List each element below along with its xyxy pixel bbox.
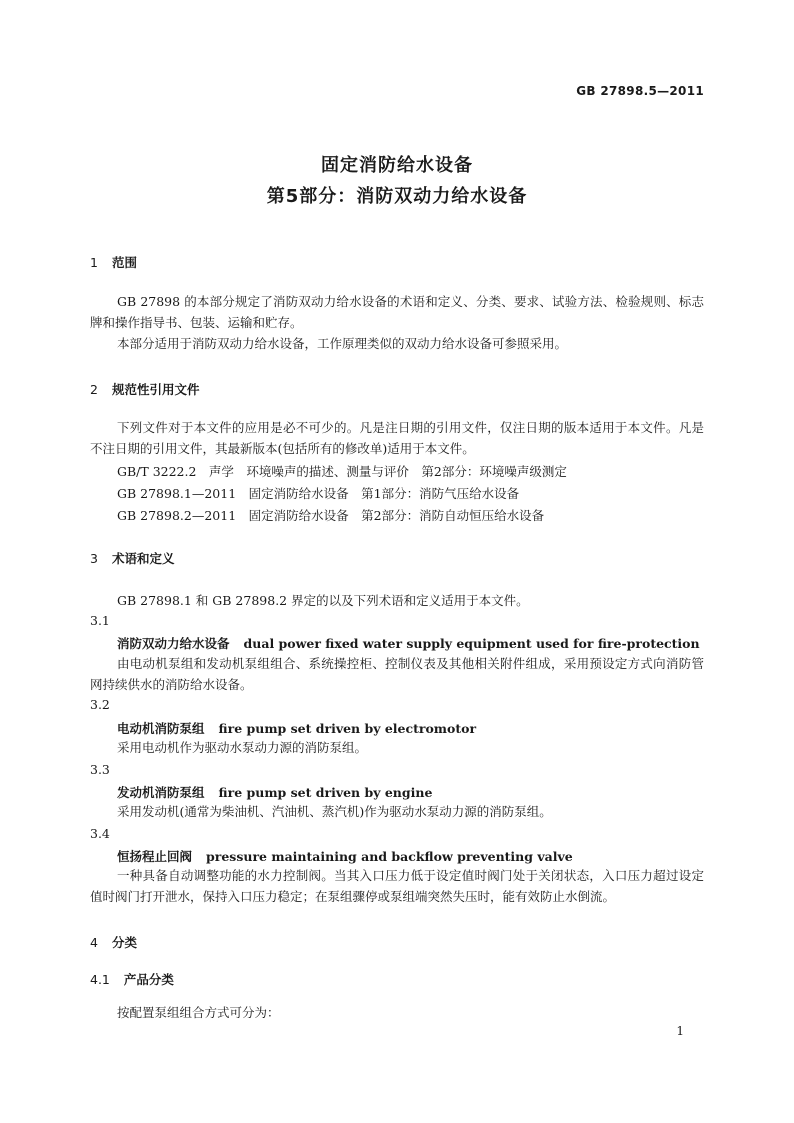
section-title: 分类 xyxy=(111,935,137,950)
term-en: fire pump set driven by electromotor xyxy=(218,721,477,736)
doc-title-line2: 第5部分：消防双动力给水设备 xyxy=(266,186,528,207)
term-definition: 采用发动机(通常为柴油机、汽油机、蒸汽机)作为驱动水泵动力源的消防泵组。 xyxy=(117,804,552,819)
term-zh: 消防双动力给水设备 xyxy=(117,636,230,651)
term-definition: 一种具备自动调整功能的水力控制阀。当其入口压力低于设定值时阀门处于关闭状态，入口压力超过设定值时阀门打开泄水，保持入口压力稳定；在泵组骤停或泵组端突然失压时，能有效防止水倒流。 xyxy=(90,868,704,904)
paragraph: GB 27898 的本部分规定了消防双动力给水设备的术语和定义、分类、要求、试验方法、检验规则、标志牌和操作指导书、包装、运输和贮存。 xyxy=(90,294,704,330)
section-heading-3 xyxy=(90,549,174,567)
term-title xyxy=(117,847,573,865)
term-en: dual power fixed water supply equipment used for fire-protection xyxy=(243,636,700,651)
paragraph: 下列文件对于本文件的应用是必不可少的。凡是注日期的引用文件，仅注日期的版本适用于本文件。凡是不注日期的引用文件，其最新版本(包括所有的修改单)适用于本文件。 xyxy=(90,420,704,456)
reference-item: GB/T 3222.2 声学 环境噪声的描述、测量与评价 第2部分：环境噪声级测定 xyxy=(117,464,567,479)
reference-item: GB 27898.2—2011 固定消防给水设备 第2部分：消防自动恒压给水设备 xyxy=(117,508,545,523)
paragraph: 按配置泵组组合方式可分为： xyxy=(117,1005,280,1020)
doc-title-line1: 固定消防给水设备 xyxy=(321,155,473,176)
subsection-number: 4.1 xyxy=(90,972,110,987)
section-title: 范围 xyxy=(111,255,137,270)
paragraph: 本部分适用于消防双动力给水设备，工作原理类似的双动力给水设备可参照采用。 xyxy=(117,336,568,351)
section-number: 3 xyxy=(90,551,98,566)
term-zh: 恒扬程止回阀 xyxy=(117,849,193,864)
section-number: 2 xyxy=(90,382,98,397)
term-title xyxy=(117,634,700,652)
section-heading-4 xyxy=(90,933,137,951)
term-zh: 电动机消防泵组 xyxy=(117,721,205,736)
section-number: 4 xyxy=(90,935,98,950)
section-number: 1 xyxy=(90,255,98,270)
standard-code: GB 27898.5—2011 xyxy=(576,84,704,98)
reference-item: GB 27898.1—2011 固定消防给水设备 第1部分：消防气压给水设备 xyxy=(117,486,520,501)
term-title xyxy=(117,719,476,737)
term-en: pressure maintaining and backflow preventing valve xyxy=(206,849,573,864)
section-heading-1 xyxy=(90,253,137,271)
term-title xyxy=(117,783,432,801)
paragraph: GB 27898.1 和 GB 27898.2 界定的以及下列术语和定义适用于本文件。 xyxy=(117,593,529,608)
term-number: 3.2 xyxy=(90,697,110,712)
term-number: 3.3 xyxy=(90,762,110,777)
section-title: 术语和定义 xyxy=(111,551,175,566)
term-definition: 采用电动机作为驱动水泵动力源的消防泵组。 xyxy=(117,740,368,755)
term-definition: 由电动机泵组和发动机泵组组合、系统操控柜、控制仪表及其他相关附件组成，采用预设定方式向消防管网持续供水的消防给水设备。 xyxy=(90,656,704,692)
term-zh: 发动机消防泵组 xyxy=(117,785,205,800)
section-heading-2 xyxy=(90,380,199,398)
subsection-title: 产品分类 xyxy=(123,972,174,987)
section-title: 规范性引用文件 xyxy=(111,382,200,397)
page-number: 1 xyxy=(676,1024,684,1038)
term-en: fire pump set driven by engine xyxy=(218,785,433,800)
term-number: 3.1 xyxy=(90,613,110,628)
term-number: 3.4 xyxy=(90,826,110,841)
subsection-heading-4-1 xyxy=(90,970,174,988)
